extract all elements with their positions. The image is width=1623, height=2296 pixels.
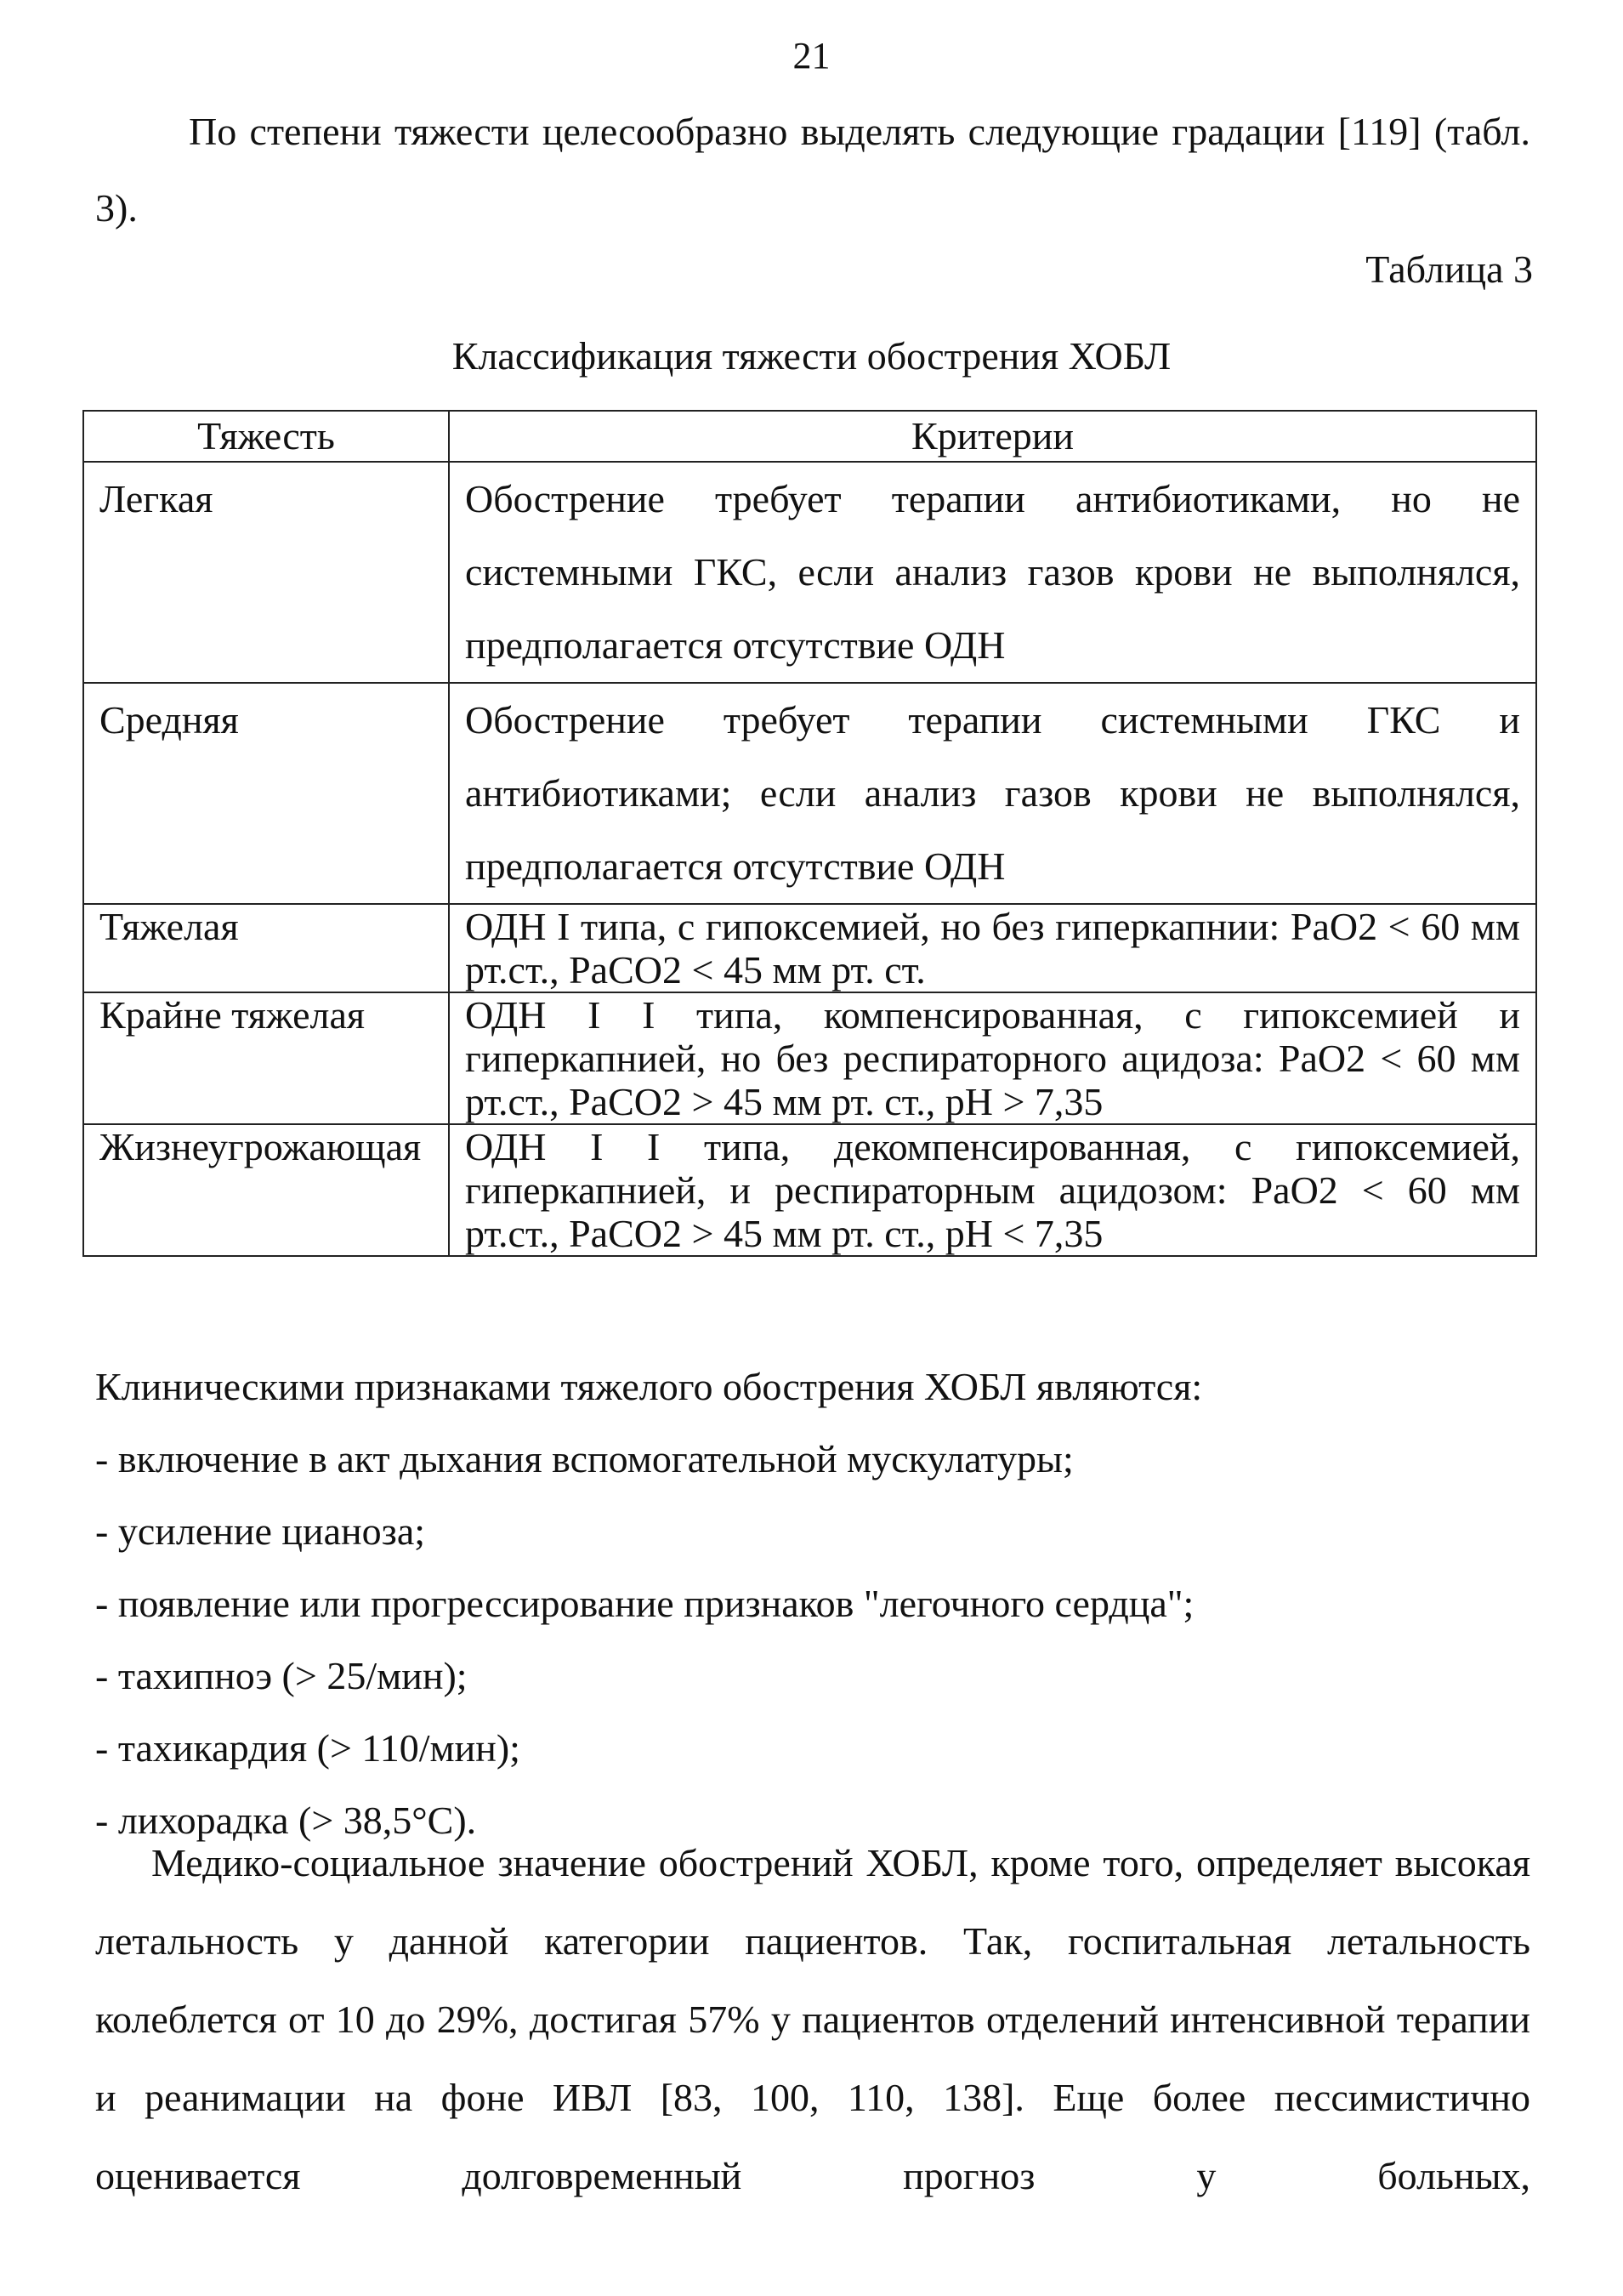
criteria-cell: Обострение требует терапии антибиотиками, но не системными ГКС, если анализ газов крови не выполнялся, предполагается отсутствие ОДН <box>449 462 1536 683</box>
criteria-cell: Обострение требует терапии системными ГКС и антибиотиками; если анализ газов крови не выполнялся, предполагается отсутствие ОДН <box>449 683 1536 904</box>
table-title: Классификация тяжести обострения ХОБЛ <box>451 334 1172 378</box>
table-header-row <box>83 411 1536 462</box>
list-item: - тахикардия (> 110/мин); <box>95 1726 520 1770</box>
list-item: - включение в акт дыхания вспомогательной мускулатуры; <box>95 1437 1074 1480</box>
severity-cell: Тяжелая <box>83 904 449 992</box>
criteria-cell: ОДН I I типа, компенсированная, с гипоксемией и гиперкапнией, но без респираторного ацидоза: PaO2 < 60 мм рт.ст., PaCO2 > 45 мм рт. ст., pH > 7,35 <box>449 992 1536 1124</box>
list-item: - усиление цианоза; <box>95 1509 426 1553</box>
severity-cell: Жизнеугрожающая <box>83 1124 449 1256</box>
severity-cell: Средняя <box>83 683 449 904</box>
body-paragraph: Медико-социальное значение обострений ХОБЛ, кроме того, определяет высокая летальность у данной категории пациентов. Так, госпитальная летальность колеблется от 10 до 29%, достигая 57% у пациентов отделений интенсивной терапии и реанимации на фоне ИВЛ [83, 100, 110, 138]. Еще более пессимистично оценивается долговременный прогноз у больных, <box>95 1841 1530 2197</box>
table-row <box>83 992 1536 1124</box>
table-label: Таблица 3 <box>1365 247 1533 291</box>
severity-table <box>82 410 1537 1257</box>
list-item: - тахипноэ (> 25/мин); <box>95 1654 468 1697</box>
list-item: - появление или прогрессирование признаков "легочного сердца"; <box>95 1582 1195 1625</box>
intro-paragraph: По степени тяжести целесообразно выделять следующие градации [119] (табл. 3). <box>95 110 1530 230</box>
page-number: 21 <box>792 35 831 77</box>
table-row <box>83 462 1536 683</box>
severity-cell: Легкая <box>83 462 449 683</box>
list-item: - лихорадка (> 38,5°C). <box>95 1799 477 1842</box>
column-header-severity: Тяжесть <box>83 411 449 462</box>
table-row <box>83 683 1536 904</box>
clinical-signs <box>95 1350 1541 1856</box>
criteria-cell: ОДН I I типа, декомпенсированная, с гипоксемией, гиперкапнией, и респираторным ацидозом: PaO2 < 60 мм рт.ст., PaCO2 > 45 мм рт. ст., pH < 7,35 <box>449 1124 1536 1256</box>
column-header-criteria: Критерии <box>449 411 1536 462</box>
table-row <box>83 904 1536 992</box>
table-row <box>83 1124 1536 1256</box>
clinical-signs-heading: Клиническими признаками тяжелого обострения ХОБЛ являются: <box>95 1365 1203 1408</box>
criteria-cell: ОДН I типа, с гипоксемией, но без гиперкапнии: PaO2 < 60 мм рт.ст., PaCO2 < 45 мм рт. ст. <box>449 904 1536 992</box>
severity-cell: Крайне тяжелая <box>83 992 449 1124</box>
